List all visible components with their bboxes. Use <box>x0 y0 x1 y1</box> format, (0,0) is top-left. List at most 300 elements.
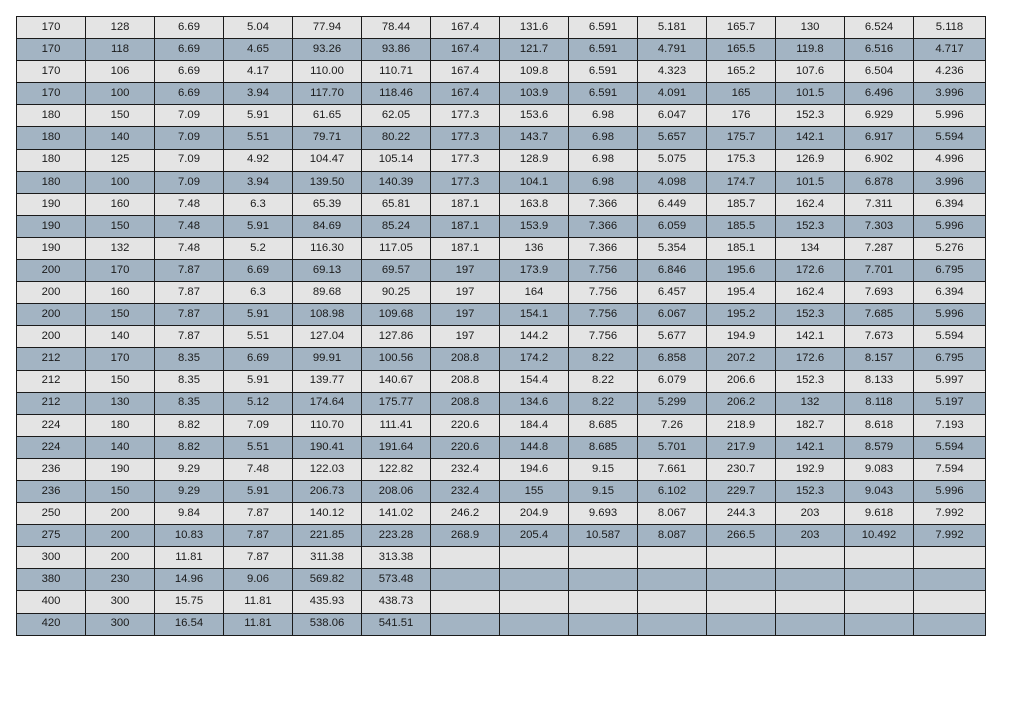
table-cell: 5.594 <box>914 326 986 348</box>
table-row <box>17 326 986 348</box>
table-cell: 190 <box>17 237 86 259</box>
table-row <box>17 458 986 480</box>
table-cell: 9.84 <box>155 503 224 525</box>
table-cell: 192.9 <box>776 458 845 480</box>
table-cell <box>707 547 776 569</box>
table-cell: 6.69 <box>224 260 293 282</box>
table-cell: 165.7 <box>707 17 776 39</box>
table-cell: 195.6 <box>707 260 776 282</box>
table-cell: 144.8 <box>500 436 569 458</box>
table-cell: 6.98 <box>569 105 638 127</box>
table-cell: 132 <box>776 392 845 414</box>
table-cell: 200 <box>86 547 155 569</box>
table-cell: 119.8 <box>776 39 845 61</box>
table-cell: 162.4 <box>776 193 845 215</box>
table-cell: 170 <box>17 83 86 105</box>
table-cell: 127.04 <box>293 326 362 348</box>
table-cell: 170 <box>17 39 86 61</box>
table-row <box>17 348 986 370</box>
table-row <box>17 480 986 502</box>
table-cell: 140.67 <box>362 370 431 392</box>
table-cell: 175.77 <box>362 392 431 414</box>
table-cell: 180 <box>86 414 155 436</box>
table-cell: 5.51 <box>224 326 293 348</box>
table-cell: 200 <box>17 260 86 282</box>
table-cell: 8.087 <box>638 525 707 547</box>
table-cell: 125 <box>86 149 155 171</box>
table-cell: 190 <box>17 215 86 237</box>
table-cell: 170 <box>86 348 155 370</box>
table-cell: 200 <box>17 282 86 304</box>
table-row <box>17 282 986 304</box>
table-cell: 6.878 <box>845 171 914 193</box>
table-cell: 3.996 <box>914 83 986 105</box>
table-cell: 420 <box>17 613 86 635</box>
table-cell: 232.4 <box>431 480 500 502</box>
table-cell: 100 <box>86 171 155 193</box>
table-cell: 7.09 <box>155 127 224 149</box>
table-row <box>17 215 986 237</box>
table-cell: 380 <box>17 569 86 591</box>
table-cell <box>914 547 986 569</box>
table-cell: 177.3 <box>431 149 500 171</box>
table-cell: 7.594 <box>914 458 986 480</box>
table-cell: 6.457 <box>638 282 707 304</box>
table-cell: 7.366 <box>569 215 638 237</box>
table-cell: 165.2 <box>707 61 776 83</box>
table-cell: 6.079 <box>638 370 707 392</box>
table-cell: 5.51 <box>224 436 293 458</box>
dimensions-table <box>16 16 986 636</box>
table-cell <box>914 613 986 635</box>
table-cell: 116.30 <box>293 237 362 259</box>
table-cell: 4.091 <box>638 83 707 105</box>
table-cell: 139.77 <box>293 370 362 392</box>
table-cell: 69.13 <box>293 260 362 282</box>
table-cell: 15.75 <box>155 591 224 613</box>
table-cell: 150 <box>86 480 155 502</box>
table-cell: 167.4 <box>431 61 500 83</box>
table-cell: 6.98 <box>569 149 638 171</box>
table-cell: 221.85 <box>293 525 362 547</box>
table-cell: 131.6 <box>500 17 569 39</box>
table-row <box>17 105 986 127</box>
table-cell: 230 <box>86 569 155 591</box>
table-cell: 5.996 <box>914 105 986 127</box>
table-cell: 207.2 <box>707 348 776 370</box>
table-cell: 10.83 <box>155 525 224 547</box>
table-cell: 136 <box>500 237 569 259</box>
table-cell: 180 <box>17 171 86 193</box>
table-cell: 3.996 <box>914 171 986 193</box>
table-cell: 7.992 <box>914 525 986 547</box>
table-cell: 7.756 <box>569 260 638 282</box>
table-cell: 6.3 <box>224 282 293 304</box>
table-cell: 93.86 <box>362 39 431 61</box>
table-cell: 163.8 <box>500 193 569 215</box>
table-cell: 7.48 <box>224 458 293 480</box>
table-cell: 5.996 <box>914 304 986 326</box>
table-cell: 6.102 <box>638 480 707 502</box>
table-cell: 185.7 <box>707 193 776 215</box>
table-cell: 187.1 <box>431 193 500 215</box>
table-row <box>17 569 986 591</box>
table-cell <box>638 613 707 635</box>
table-cell <box>707 591 776 613</box>
table-cell: 9.15 <box>569 480 638 502</box>
table-cell: 6.69 <box>155 83 224 105</box>
table-cell: 7.701 <box>845 260 914 282</box>
table-cell: 5.997 <box>914 370 986 392</box>
table-cell: 160 <box>86 193 155 215</box>
table-cell: 174.64 <box>293 392 362 414</box>
table-cell <box>431 569 500 591</box>
table-cell: 132 <box>86 237 155 259</box>
table-cell: 78.44 <box>362 17 431 39</box>
table-cell: 152.3 <box>776 215 845 237</box>
table-cell: 150 <box>86 370 155 392</box>
table-cell: 8.685 <box>569 414 638 436</box>
table-cell <box>569 591 638 613</box>
table-cell: 6.496 <box>845 83 914 105</box>
table-cell: 268.9 <box>431 525 500 547</box>
table-cell: 5.996 <box>914 215 986 237</box>
table-cell: 170 <box>17 61 86 83</box>
table-cell: 176 <box>707 105 776 127</box>
table-cell <box>638 569 707 591</box>
table-cell: 538.06 <box>293 613 362 635</box>
table-cell: 174.7 <box>707 171 776 193</box>
table-cell: 8.685 <box>569 436 638 458</box>
table-cell: 187.1 <box>431 237 500 259</box>
table-row <box>17 436 986 458</box>
table-row <box>17 392 986 414</box>
table-cell: 246.2 <box>431 503 500 525</box>
table-cell: 6.394 <box>914 193 986 215</box>
table-cell: 140 <box>86 436 155 458</box>
table-cell: 128 <box>86 17 155 39</box>
table-row <box>17 304 986 326</box>
table-cell: 5.2 <box>224 237 293 259</box>
table-cell: 236 <box>17 458 86 480</box>
table-cell: 182.7 <box>776 414 845 436</box>
table-cell <box>776 569 845 591</box>
table-cell: 9.618 <box>845 503 914 525</box>
table-body <box>17 17 986 636</box>
table-cell: 7.693 <box>845 282 914 304</box>
table-cell: 172.6 <box>776 348 845 370</box>
table-cell: 10.587 <box>569 525 638 547</box>
table-cell: 187.1 <box>431 215 500 237</box>
table-cell: 7.287 <box>845 237 914 259</box>
table-cell: 208.8 <box>431 370 500 392</box>
table-cell: 6.591 <box>569 83 638 105</box>
table-cell: 208.06 <box>362 480 431 502</box>
table-cell: 197 <box>431 326 500 348</box>
table-cell: 204.9 <box>500 503 569 525</box>
table-cell: 5.51 <box>224 127 293 149</box>
table-cell: 3.94 <box>224 171 293 193</box>
table-cell: 165 <box>707 83 776 105</box>
table-cell: 7.193 <box>914 414 986 436</box>
table-cell: 5.04 <box>224 17 293 39</box>
table-cell: 152.3 <box>776 105 845 127</box>
table-cell: 195.4 <box>707 282 776 304</box>
table-cell: 152.3 <box>776 480 845 502</box>
table-cell: 162.4 <box>776 282 845 304</box>
table-cell: 134.6 <box>500 392 569 414</box>
table-cell: 6.917 <box>845 127 914 149</box>
table-cell: 7.992 <box>914 503 986 525</box>
table-cell: 435.93 <box>293 591 362 613</box>
table-cell: 6.902 <box>845 149 914 171</box>
table-cell: 7.311 <box>845 193 914 215</box>
table-cell: 7.09 <box>155 171 224 193</box>
table-cell: 172.6 <box>776 260 845 282</box>
table-cell: 7.756 <box>569 282 638 304</box>
table-cell: 212 <box>17 392 86 414</box>
table-row <box>17 591 986 613</box>
table-cell: 6.504 <box>845 61 914 83</box>
table-cell: 5.594 <box>914 127 986 149</box>
table-cell: 9.083 <box>845 458 914 480</box>
table-cell: 164 <box>500 282 569 304</box>
table-row <box>17 503 986 525</box>
table-cell: 9.693 <box>569 503 638 525</box>
table-cell: 8.118 <box>845 392 914 414</box>
table-cell: 7.09 <box>224 414 293 436</box>
table-cell: 104.47 <box>293 149 362 171</box>
table-cell: 141.02 <box>362 503 431 525</box>
table-cell: 101.5 <box>776 83 845 105</box>
table-cell: 208.8 <box>431 392 500 414</box>
table-cell: 185.5 <box>707 215 776 237</box>
table-cell: 5.677 <box>638 326 707 348</box>
table-cell: 5.12 <box>224 392 293 414</box>
table-cell: 150 <box>86 215 155 237</box>
table-cell: 150 <box>86 105 155 127</box>
table-cell: 220.6 <box>431 414 500 436</box>
table-cell: 8.35 <box>155 370 224 392</box>
table-cell: 80.22 <box>362 127 431 149</box>
table-cell: 84.69 <box>293 215 362 237</box>
table-cell: 107.6 <box>776 61 845 83</box>
table-cell: 121.7 <box>500 39 569 61</box>
table-cell: 5.91 <box>224 105 293 127</box>
table-cell: 122.03 <box>293 458 362 480</box>
table-cell: 275 <box>17 525 86 547</box>
table-cell: 438.73 <box>362 591 431 613</box>
table-row <box>17 414 986 436</box>
table-cell <box>638 591 707 613</box>
table-cell: 9.06 <box>224 569 293 591</box>
table-cell: 6.591 <box>569 61 638 83</box>
table-cell: 203 <box>776 525 845 547</box>
table-cell: 118.46 <box>362 83 431 105</box>
table-row <box>17 17 986 39</box>
table-cell: 167.4 <box>431 39 500 61</box>
table-cell <box>914 569 986 591</box>
table-cell: 212 <box>17 370 86 392</box>
table-cell: 5.354 <box>638 237 707 259</box>
table-cell: 5.276 <box>914 237 986 259</box>
table-cell: 7.48 <box>155 193 224 215</box>
table-cell: 6.69 <box>155 17 224 39</box>
table-cell: 142.1 <box>776 326 845 348</box>
table-row <box>17 370 986 392</box>
table-cell: 7.673 <box>845 326 914 348</box>
table-cell: 212 <box>17 348 86 370</box>
table-cell: 206.2 <box>707 392 776 414</box>
table-cell: 101.5 <box>776 171 845 193</box>
table-cell: 541.51 <box>362 613 431 635</box>
table-cell: 5.197 <box>914 392 986 414</box>
table-cell: 200 <box>86 525 155 547</box>
table-cell: 4.236 <box>914 61 986 83</box>
table-cell <box>500 569 569 591</box>
table-cell: 110.00 <box>293 61 362 83</box>
table-cell: 153.6 <box>500 105 569 127</box>
table-cell: 174.2 <box>500 348 569 370</box>
table-cell: 7.87 <box>155 304 224 326</box>
table-cell: 127.86 <box>362 326 431 348</box>
table-cell: 177.3 <box>431 127 500 149</box>
table-cell: 143.7 <box>500 127 569 149</box>
table-cell: 165.5 <box>707 39 776 61</box>
table-cell: 7.09 <box>155 149 224 171</box>
table-cell: 7.87 <box>155 326 224 348</box>
table-cell <box>500 613 569 635</box>
table-cell: 236 <box>17 480 86 502</box>
table-cell: 117.05 <box>362 237 431 259</box>
table-cell: 7.366 <box>569 237 638 259</box>
table-cell: 400 <box>17 591 86 613</box>
table-cell: 69.57 <box>362 260 431 282</box>
table-cell <box>707 569 776 591</box>
table-row <box>17 61 986 83</box>
table-cell: 5.075 <box>638 149 707 171</box>
table-cell: 7.48 <box>155 215 224 237</box>
table-cell: 4.65 <box>224 39 293 61</box>
table-cell: 93.26 <box>293 39 362 61</box>
table-cell: 5.118 <box>914 17 986 39</box>
table-cell <box>776 547 845 569</box>
table-cell: 311.38 <box>293 547 362 569</box>
table-cell: 217.9 <box>707 436 776 458</box>
table-cell: 6.394 <box>914 282 986 304</box>
table-cell: 65.81 <box>362 193 431 215</box>
table-cell: 205.4 <box>500 525 569 547</box>
table-cell: 4.098 <box>638 171 707 193</box>
table-cell: 139.50 <box>293 171 362 193</box>
table-cell: 569.82 <box>293 569 362 591</box>
table-cell: 224 <box>17 436 86 458</box>
table-cell: 154.1 <box>500 304 569 326</box>
table-row <box>17 613 986 635</box>
table-cell <box>845 547 914 569</box>
table-cell: 8.618 <box>845 414 914 436</box>
table-cell: 170 <box>17 17 86 39</box>
table-cell: 197 <box>431 282 500 304</box>
table-cell: 6.929 <box>845 105 914 127</box>
table-cell: 5.299 <box>638 392 707 414</box>
table-cell: 190.41 <box>293 436 362 458</box>
table-cell: 7.756 <box>569 304 638 326</box>
table-cell <box>569 569 638 591</box>
table-cell: 194.6 <box>500 458 569 480</box>
table-cell: 109.68 <box>362 304 431 326</box>
table-cell: 104.1 <box>500 171 569 193</box>
table-cell: 8.82 <box>155 414 224 436</box>
table-cell: 7.48 <box>155 237 224 259</box>
table-cell: 3.94 <box>224 83 293 105</box>
table-cell: 7.366 <box>569 193 638 215</box>
table-cell: 8.067 <box>638 503 707 525</box>
table-cell: 6.69 <box>155 61 224 83</box>
table-row <box>17 193 986 215</box>
table-row <box>17 83 986 105</box>
table-cell: 6.69 <box>224 348 293 370</box>
table-cell: 7.303 <box>845 215 914 237</box>
table-cell: 167.4 <box>431 17 500 39</box>
table-cell: 122.82 <box>362 458 431 480</box>
table-cell: 5.181 <box>638 17 707 39</box>
table-cell: 573.48 <box>362 569 431 591</box>
table-cell: 109.8 <box>500 61 569 83</box>
table-cell: 5.701 <box>638 436 707 458</box>
table-cell: 11.81 <box>224 613 293 635</box>
table-row <box>17 149 986 171</box>
table-cell: 230.7 <box>707 458 776 480</box>
table-cell: 99.91 <box>293 348 362 370</box>
table-cell: 300 <box>86 591 155 613</box>
table-cell: 300 <box>86 613 155 635</box>
table-cell: 7.756 <box>569 326 638 348</box>
table-cell: 7.87 <box>224 503 293 525</box>
table-row <box>17 39 986 61</box>
table-cell <box>914 591 986 613</box>
table-cell: 244.3 <box>707 503 776 525</box>
table-cell: 6.98 <box>569 171 638 193</box>
table-cell <box>776 613 845 635</box>
table-row <box>17 171 986 193</box>
table-cell: 197 <box>431 260 500 282</box>
table-cell: 218.9 <box>707 414 776 436</box>
table-cell: 140.12 <box>293 503 362 525</box>
table-cell: 5.91 <box>224 215 293 237</box>
table-cell: 155 <box>500 480 569 502</box>
table-cell: 5.996 <box>914 480 986 502</box>
table-cell: 266.5 <box>707 525 776 547</box>
table-cell <box>707 613 776 635</box>
table-cell: 175.7 <box>707 127 776 149</box>
table-cell <box>500 547 569 569</box>
table-cell: 128.9 <box>500 149 569 171</box>
table-row <box>17 260 986 282</box>
table-cell <box>776 591 845 613</box>
table-cell: 4.323 <box>638 61 707 83</box>
table-cell: 5.657 <box>638 127 707 149</box>
table-cell: 8.35 <box>155 392 224 414</box>
table-cell: 142.1 <box>776 436 845 458</box>
table-cell: 140.39 <box>362 171 431 193</box>
table-cell: 14.96 <box>155 569 224 591</box>
table-cell: 180 <box>17 105 86 127</box>
table-row <box>17 547 986 569</box>
table-cell: 8.22 <box>569 348 638 370</box>
table-cell: 4.791 <box>638 39 707 61</box>
table-cell: 220.6 <box>431 436 500 458</box>
